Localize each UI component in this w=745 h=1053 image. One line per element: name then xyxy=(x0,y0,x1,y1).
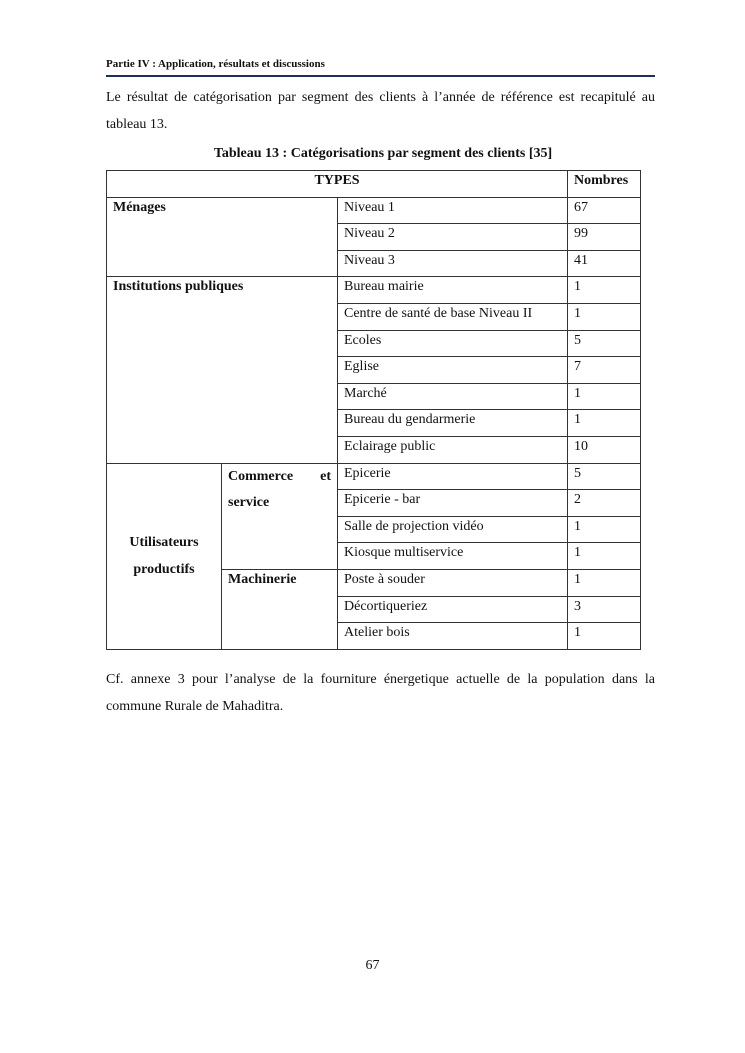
machinerie-label: Machinerie xyxy=(222,569,338,649)
intro-paragraph: Le résultat de catégorisation par segment des clients à l’année de référence est recapitulé au tableau 13. xyxy=(106,90,655,132)
count-cell: 41 xyxy=(568,250,641,277)
type-cell: Salle de projection vidéo xyxy=(338,516,568,543)
count-cell: 67 xyxy=(568,197,641,224)
table-row xyxy=(107,463,641,490)
outro-paragraph: Cf. annexe 3 pour l’analyse de la fourniture énergetique actuelle de la population dans la commune Rurale de Mahaditra. xyxy=(106,672,655,714)
productifs-label-line2: productifs xyxy=(133,562,195,578)
count-cell: 1 xyxy=(568,277,641,304)
count-cell: 3 xyxy=(568,596,641,623)
type-cell: Poste à souder xyxy=(338,569,568,596)
count-cell: 1 xyxy=(568,543,641,570)
type-cell: Marché xyxy=(338,383,568,410)
table-row xyxy=(107,277,641,304)
type-cell: Niveau 2 xyxy=(338,224,568,251)
count-cell: 10 xyxy=(568,436,641,463)
table-caption: Tableau 13 : Catégorisations par segment des clients [35] xyxy=(213,146,553,161)
type-cell: Epicerie xyxy=(338,463,568,490)
commerce-word: Commerce xyxy=(228,468,294,484)
type-cell: Niveau 1 xyxy=(338,197,568,224)
table-row xyxy=(107,197,641,224)
commerce-service-label xyxy=(222,463,338,569)
count-cell: 1 xyxy=(568,303,641,330)
service-word: service xyxy=(228,494,270,510)
count-cell: 1 xyxy=(568,569,641,596)
type-cell: Eglise xyxy=(338,357,568,384)
count-cell: 7 xyxy=(568,357,641,384)
count-cell: 1 xyxy=(568,383,641,410)
type-cell: Epicerie - bar xyxy=(338,490,568,517)
count-cell: 99 xyxy=(568,224,641,251)
count-cell: 2 xyxy=(568,490,641,517)
count-cell: 5 xyxy=(568,463,641,490)
count-cell: 1 xyxy=(568,623,641,650)
type-cell: Niveau 3 xyxy=(338,250,568,277)
type-cell: Centre de santé de base Niveau II xyxy=(338,303,568,330)
type-cell: Bureau du gendarmerie xyxy=(338,410,568,437)
types-header: TYPES xyxy=(107,171,568,198)
institutions-label: Institutions publiques xyxy=(107,277,338,463)
type-cell: Eclairage public xyxy=(338,436,568,463)
type-cell: Atelier bois xyxy=(338,623,568,650)
productifs-label-line1: Utilisateurs xyxy=(129,535,199,551)
running-header: Partie IV : Application, résultats et discussions xyxy=(106,58,655,77)
count-cell: 1 xyxy=(568,410,641,437)
menages-label: Ménages xyxy=(107,197,338,277)
productifs-label xyxy=(107,463,222,649)
nombres-header: Nombres xyxy=(568,171,641,198)
type-cell: Bureau mairie xyxy=(338,277,568,304)
et-word: et xyxy=(320,468,331,484)
type-cell: Ecoles xyxy=(338,330,568,357)
table-header-row xyxy=(107,171,641,198)
segment-table xyxy=(106,170,641,650)
type-cell: Kiosque multiservice xyxy=(338,543,568,570)
type-cell: Décortiqueriez xyxy=(338,596,568,623)
count-cell: 5 xyxy=(568,330,641,357)
page-number: 67 xyxy=(365,958,380,973)
count-cell: 1 xyxy=(568,516,641,543)
